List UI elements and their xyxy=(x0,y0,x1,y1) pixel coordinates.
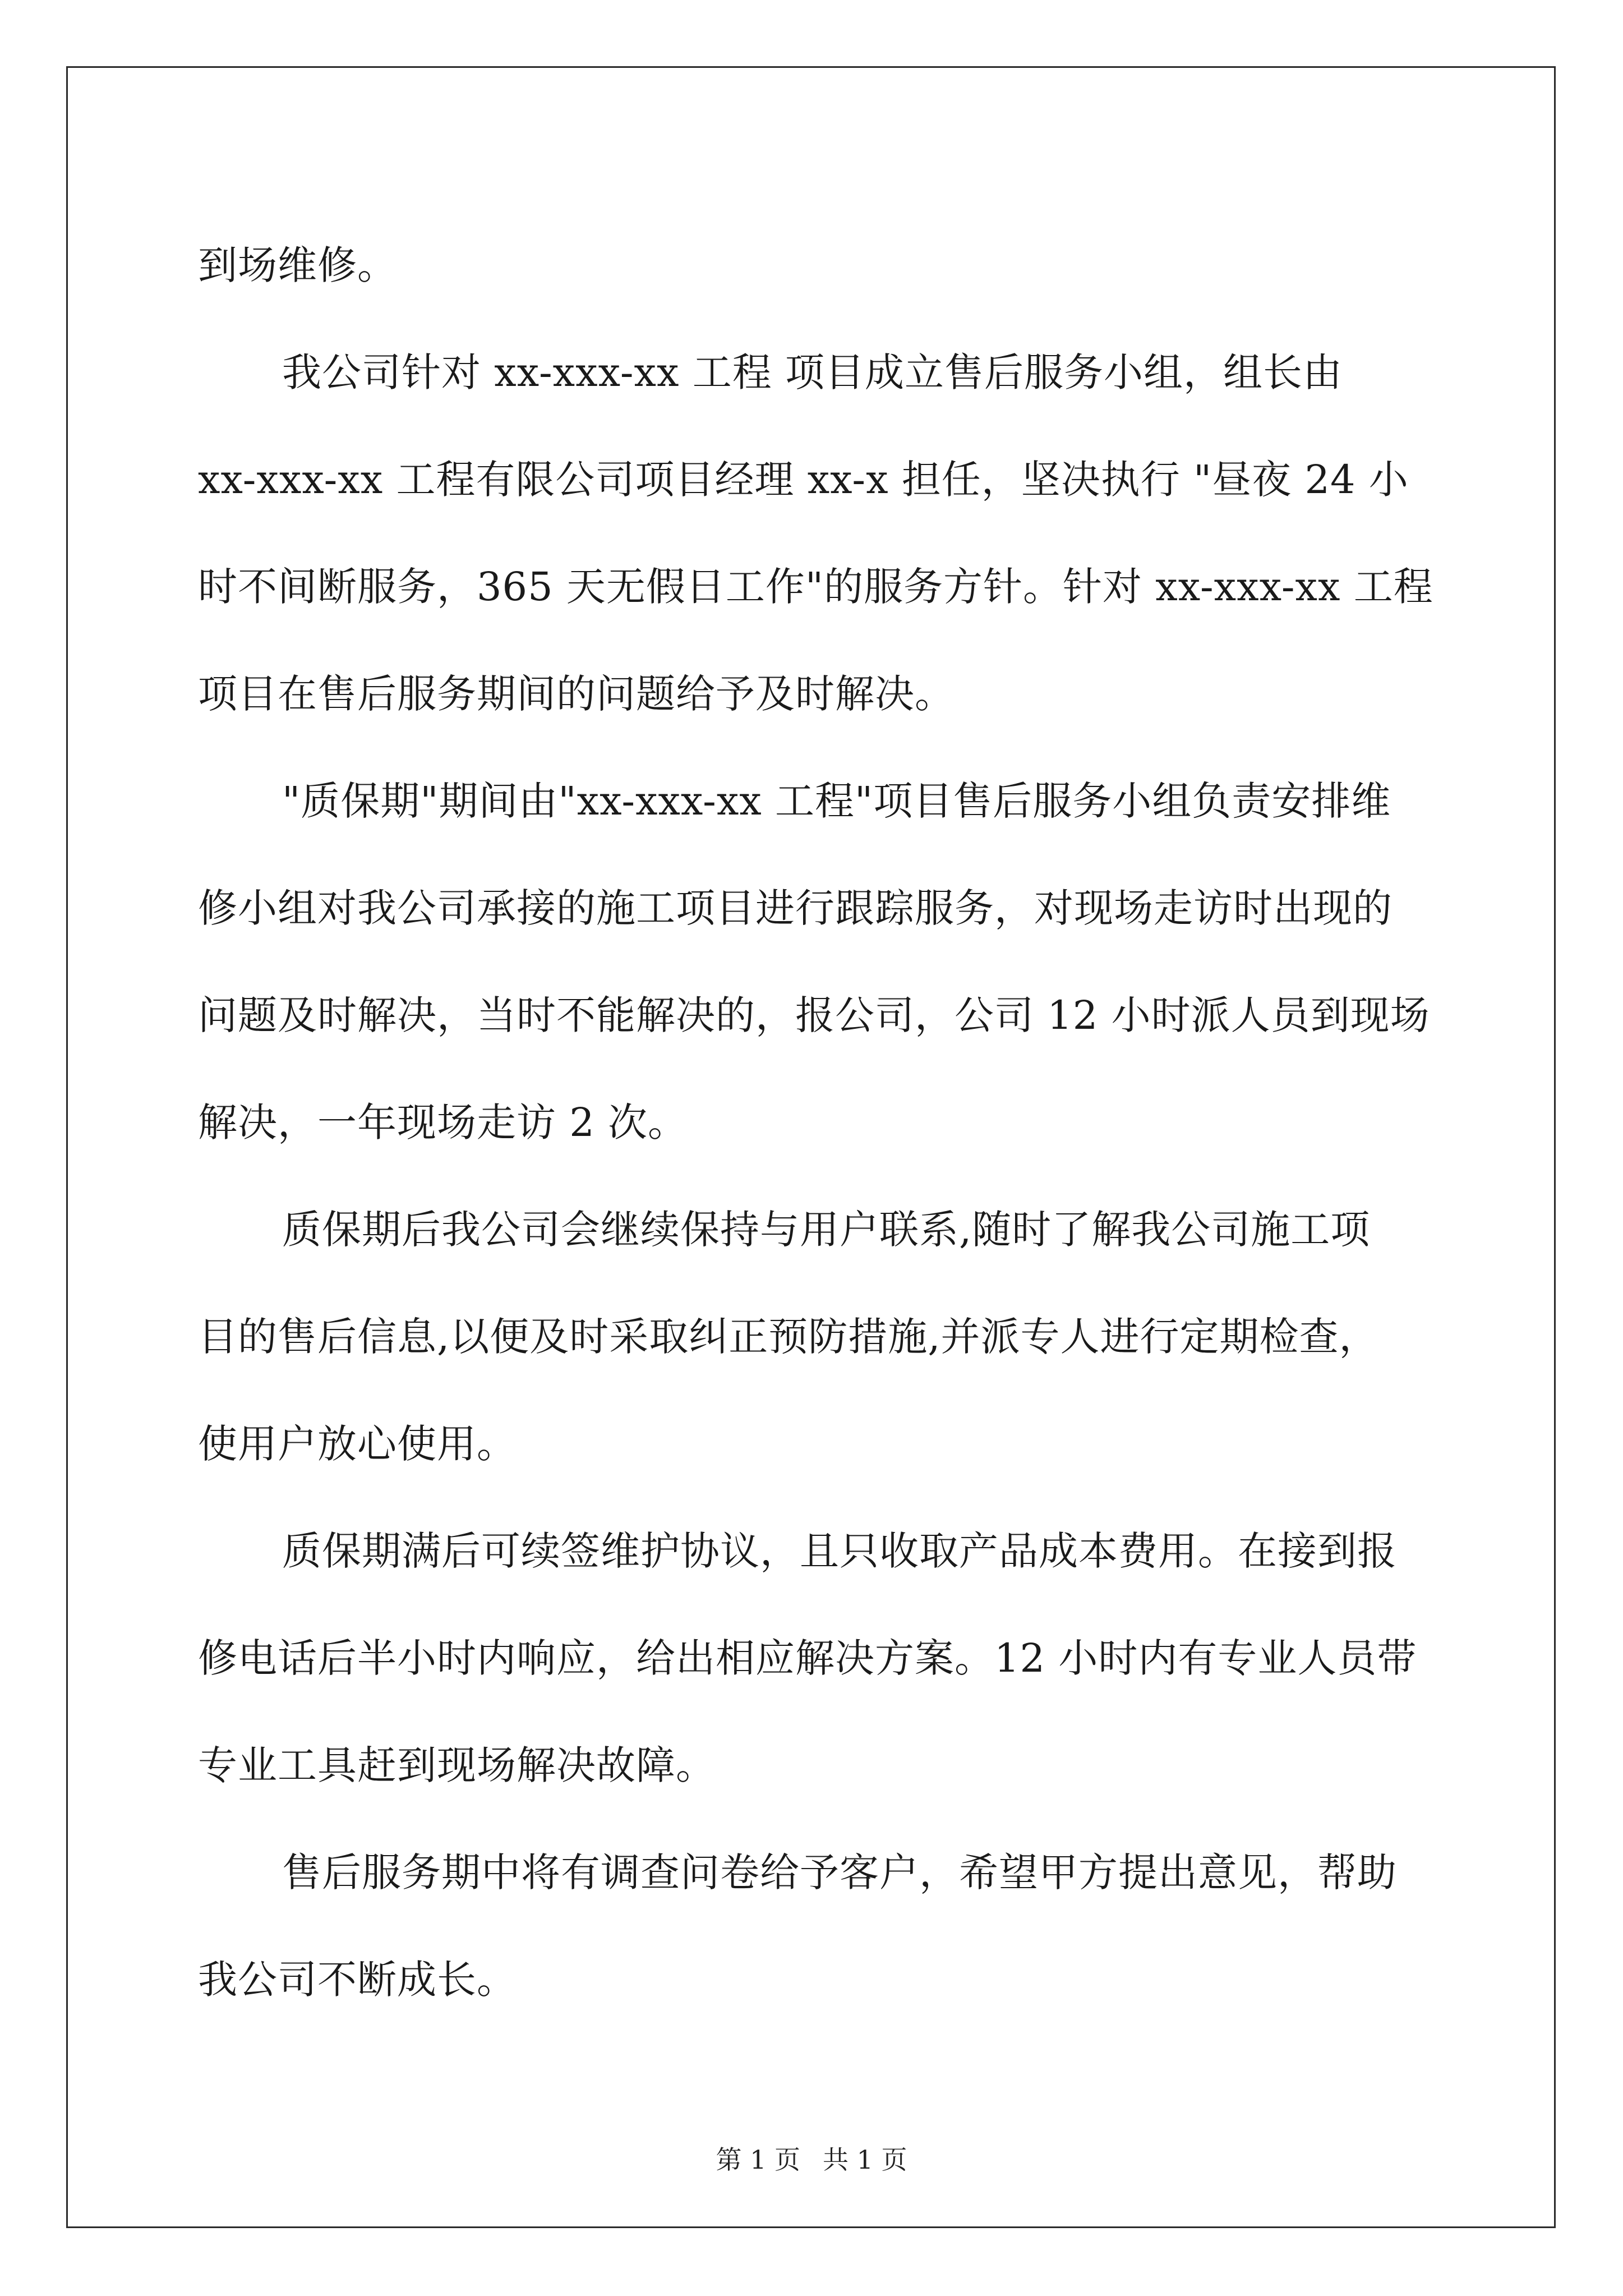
page-number: 第 1 页 xyxy=(716,2145,800,2175)
document-body xyxy=(198,212,1432,2033)
paragraph-line: 项目在售后服务期间的问题给予及时解决。 xyxy=(198,671,955,717)
paragraph-line: 目的售后信息,以便及时采取纠正预防措施,并派专人进行定期检查， xyxy=(198,1314,1379,1360)
paragraph-line: 使用户放心使用。 xyxy=(198,1421,517,1467)
paragraph-line: 我公司针对 xx-xxx-xx 工程 项目成立售后服务小组，组长由 xyxy=(282,349,1343,395)
paragraph-line: 修小组对我公司承接的施工项目进行跟踪服务，对现场走访时出现的 xyxy=(198,885,1393,931)
paragraph-line: 解决，一年现场走访 2 次。 xyxy=(198,1099,688,1145)
paragraph-line: 质保期满后可续签维护协议，且只收取产品成本费用。在接到报 xyxy=(282,1528,1397,1574)
paragraph-line: 修电话后半小时内响应，给出相应解决方案。12 小时内有专业人员带 xyxy=(198,1635,1417,1681)
paragraph-line: 我公司不断成长。 xyxy=(198,1957,517,2003)
paragraph-line: 专业工具赶到现场解决故障。 xyxy=(198,1742,716,1788)
page-footer xyxy=(0,2143,1623,2177)
paragraph-line: 到场维修。 xyxy=(198,242,397,288)
paragraph-line: xx-xxx-xx 工程有限公司项目经理 xx-x 担任，坚决执行 "昼夜 24 小 xyxy=(198,457,1409,503)
page-total: 共 1 页 xyxy=(823,2145,907,2175)
paragraph-line: 时不间断服务，365 天无假日工作"的服务方针。针对 xx-xxx-xx 工程 xyxy=(198,564,1433,610)
paragraph-line: "质保期"期间由"xx-xxx-xx 工程"项目售后服务小组负责安排维 xyxy=(282,778,1391,824)
paragraph-line: 质保期后我公司会继续保持与用户联系,随时了解我公司施工项 xyxy=(282,1207,1371,1253)
paragraph-line: 问题及时解决，当时不能解决的，报公司，公司 12 小时派人员到现场 xyxy=(198,992,1430,1038)
paragraph-line: 售后服务期中将有调查问卷给予客户，希望甲方提出意见，帮助 xyxy=(282,1849,1397,1895)
